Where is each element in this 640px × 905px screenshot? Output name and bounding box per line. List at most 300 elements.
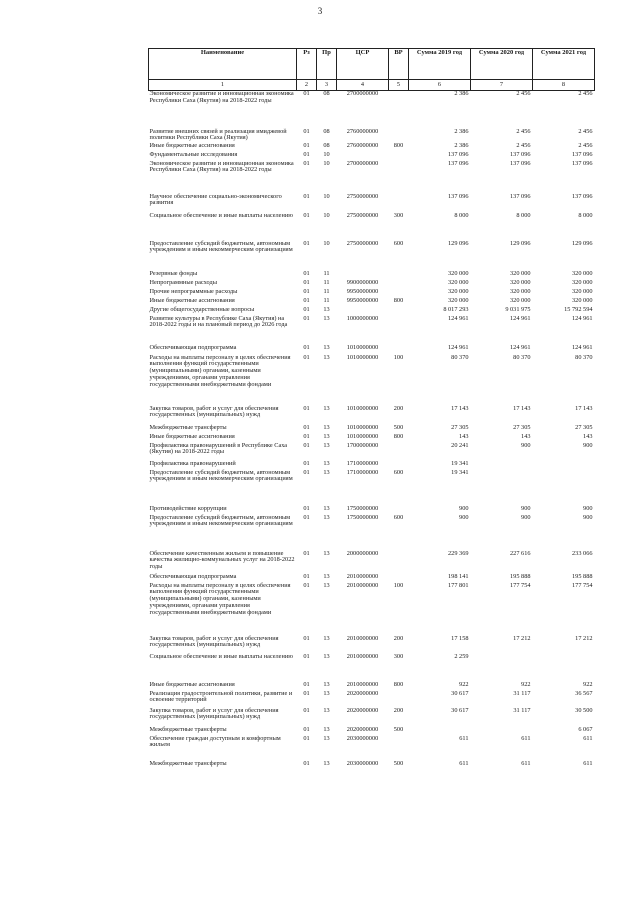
cell-vr: [389, 551, 409, 574]
cell-name: Расходы на выплаты персоналу в целях обеспечения выполнения функций государственными (муниципальными) органами, казенными учреждениями, органами управления государственными внебюджетными фондами: [149, 581, 291, 617]
cell-rz: 01: [303, 441, 310, 449]
cell-s2020: 143: [521, 432, 531, 440]
table-row: [149, 515, 595, 551]
table-row: [149, 406, 595, 425]
table-row: [149, 316, 595, 345]
cell-s2019: 2 259: [454, 652, 469, 660]
cell-s2021: 320 000: [572, 269, 593, 277]
cell-csr: 2010000000: [346, 572, 379, 580]
cell-rz: 01: [303, 634, 310, 642]
cell-csr: 1010000000: [346, 353, 379, 361]
cell-csr: 1710000000: [346, 468, 379, 476]
cell-vr: [389, 91, 409, 129]
cell-vr: 800: [393, 432, 404, 440]
cell-pr: 10: [323, 192, 330, 200]
cell-s2019: 124 961: [448, 314, 469, 322]
cell-csr: 1010000000: [346, 423, 379, 431]
cell-s2020: 2 456: [516, 127, 531, 135]
cell-name: Межбюджетные трансферты: [149, 725, 227, 733]
cell-rz: 01: [303, 734, 310, 742]
cell-s2021: 611: [583, 759, 593, 767]
cell-rz: 01: [303, 680, 310, 688]
cell-s2021: [533, 461, 595, 470]
cell-s2020: 124 961: [510, 314, 531, 322]
cell-name: Развитие внешних связей и реализация имиджевой политики Республики Саха (Якутия): [149, 127, 287, 142]
cell-csr: 9950000000: [346, 287, 379, 295]
cell-vr: 800: [393, 296, 404, 304]
cell-pr: 11: [323, 278, 330, 286]
cell-pr: 13: [323, 305, 330, 313]
cell-rz: 01: [303, 141, 310, 149]
cell-rz: 01: [303, 689, 310, 697]
cell-s2020: 17 212: [513, 634, 531, 642]
cell-name: Профилактика правонарушений: [149, 459, 236, 467]
cell-vr: [389, 194, 409, 213]
table-row: [149, 708, 595, 727]
cell-csr: 2750000000: [346, 211, 379, 219]
cell-rz: 01: [303, 581, 310, 589]
cell-s2020: 9 031 975: [505, 305, 531, 313]
cell-rz: 01: [303, 468, 310, 476]
cell-rz: 01: [303, 278, 310, 286]
cell-s2020: 320 000: [510, 296, 531, 304]
cell-rz: 01: [303, 296, 310, 304]
cell-s2021: 320 000: [572, 296, 593, 304]
column-number: 5: [389, 80, 409, 91]
cell-s2020: 195 888: [510, 572, 531, 580]
cell-name: Прочие непрограммные расходы: [149, 287, 238, 295]
cell-s2021: 137 096: [572, 150, 593, 158]
cell-pr: 11: [323, 296, 330, 304]
cell-s2020: 320 000: [510, 278, 531, 286]
cell-pr: 13: [323, 734, 330, 742]
cell-name: Экономическое развитие и инновационная экономика Республики Саха (Якутия) на 2018-2022 годы: [149, 159, 294, 174]
budget-table: [148, 48, 595, 773]
cell-pr: 08: [323, 127, 330, 135]
cell-rz: 01: [303, 459, 310, 467]
cell-s2021: 177 754: [572, 581, 593, 589]
column-number: 3: [317, 80, 337, 91]
cell-name: Обеспечивающая подпрограмма: [149, 572, 237, 580]
header-sum-2019: Сумма 2019 год: [409, 49, 471, 80]
cell-vr: [389, 443, 409, 461]
header-csr: ЦСР: [337, 49, 389, 80]
cell-s2021: 922: [583, 680, 593, 688]
cell-s2021: 15 792 594: [564, 305, 593, 313]
page-number: 3: [317, 6, 323, 16]
cell-vr: 200: [393, 404, 404, 412]
cell-s2019: 198 141: [448, 572, 469, 580]
cell-csr: 2010000000: [346, 680, 379, 688]
cell-s2019: 2 386: [454, 127, 469, 135]
cell-name: Иные бюджетные ассигнования: [149, 141, 235, 149]
cell-s2019: 320 000: [448, 287, 469, 295]
cell-s2019: 2 386: [454, 90, 469, 97]
cell-s2020: 611: [521, 759, 531, 767]
cell-pr: 13: [323, 680, 330, 688]
cell-pr: 13: [323, 404, 330, 412]
cell-csr: 1000000000: [346, 314, 379, 322]
cell-pr: 10: [323, 239, 330, 247]
cell-rz: 01: [303, 127, 310, 135]
cell-rz: 01: [303, 305, 310, 313]
cell-rz: 01: [303, 314, 310, 322]
cell-csr: 1010000000: [346, 343, 379, 351]
cell-csr: 2760000000: [346, 141, 379, 149]
cell-pr: 13: [323, 353, 330, 361]
cell-pr: 13: [323, 432, 330, 440]
cell-vr: 300: [393, 211, 404, 219]
cell-s2021: 17 143: [575, 404, 593, 412]
cell-name: Резервные фонды: [149, 269, 198, 277]
cell-name: Закупка товаров, работ и услуг для обеспечения государственных (муниципальных) нужд: [149, 706, 279, 721]
cell-rz: 01: [303, 239, 310, 247]
cell-pr: 13: [323, 468, 330, 476]
cell-rz: 01: [303, 504, 310, 512]
cell-s2021: 2 456: [578, 90, 593, 97]
cell-rz: 01: [303, 432, 310, 440]
cell-vr: 200: [393, 706, 404, 714]
cell-s2020: 8 000: [516, 211, 531, 219]
cell-s2019: 30 617: [451, 706, 469, 714]
cell-s2021: 900: [583, 504, 593, 512]
cell-csr: 2020000000: [346, 725, 379, 733]
cell-s2020: 320 000: [510, 269, 531, 277]
cell-csr: 2750000000: [346, 192, 379, 200]
table-row: [149, 654, 595, 682]
cell-s2019: 320 000: [448, 269, 469, 277]
cell-vr: [389, 152, 409, 161]
cell-vr: 100: [393, 581, 404, 589]
cell-csr: 1010000000: [346, 404, 379, 412]
table-row: [149, 583, 595, 636]
table-row: [149, 345, 595, 355]
cell-pr: 13: [323, 572, 330, 580]
cell-csr: 2000000000: [346, 549, 379, 557]
column-number: 6: [409, 80, 471, 91]
cell-s2019: 900: [459, 504, 469, 512]
cell-s2021: 124 961: [572, 343, 593, 351]
cell-vr: 500: [393, 423, 404, 431]
cell-vr: 500: [393, 725, 404, 733]
cell-pr: 13: [323, 725, 330, 733]
cell-name: Другие общегосударственные вопросы: [149, 305, 255, 313]
cell-csr: 1710000000: [346, 459, 379, 467]
cell-s2020: [471, 461, 533, 470]
column-number: 2: [297, 80, 317, 91]
cell-s2021: 6 067: [578, 725, 593, 733]
cell-csr: 9950000000: [346, 296, 379, 304]
cell-rz: 01: [303, 759, 310, 767]
cell-vr: [389, 736, 409, 761]
cell-rz: 01: [303, 652, 310, 660]
cell-name: Профилактика правонарушений в Республике Саха (Якутия) на 2018-2022 годы: [149, 441, 288, 456]
cell-name: Иные бюджетные ассигнования: [149, 432, 235, 440]
cell-pr: 13: [323, 634, 330, 642]
cell-vr: 800: [393, 680, 404, 688]
cell-rz: 01: [303, 211, 310, 219]
cell-name: Иные бюджетные ассигнования: [149, 680, 235, 688]
cell-pr: 10: [323, 150, 330, 158]
cell-s2020: 31 117: [513, 689, 531, 697]
cell-s2020: [471, 470, 533, 506]
header-rz: Рз: [297, 49, 317, 80]
table-row: [149, 194, 595, 213]
cell-s2020: 611: [521, 734, 531, 742]
table-row: [149, 691, 595, 708]
cell-rz: 01: [303, 353, 310, 361]
table-row: [149, 355, 595, 406]
cell-s2019: 17 143: [451, 404, 469, 412]
cell-s2021: 900: [583, 513, 593, 521]
cell-name: Обеспечение граждан доступным и комфортным жильем: [149, 734, 281, 749]
cell-s2021: 137 096: [572, 192, 593, 200]
cell-csr: 1750000000: [346, 504, 379, 512]
cell-s2021: 17 212: [575, 634, 593, 642]
cell-s2019: 922: [459, 680, 469, 688]
cell-vr: [389, 129, 409, 143]
cell-vr: 100: [393, 353, 404, 361]
table-row: [149, 443, 595, 461]
cell-s2021: 137 096: [572, 159, 593, 167]
cell-pr: 08: [323, 141, 330, 149]
cell-pr: 13: [323, 689, 330, 697]
cell-rz: 01: [303, 192, 310, 200]
cell-s2019: 20 241: [451, 441, 469, 449]
cell-s2021: [533, 470, 595, 506]
cell-name: Предоставление субсидий бюджетным, автономным учреждениям и иным некоммерческим организациям: [149, 239, 293, 254]
header-sum-2021: Сумма 2021 год: [533, 49, 595, 80]
cell-name: Научное обеспечение социально-экономического развития: [149, 192, 282, 207]
cell-name: Социальное обеспечение и иные выплаты населению: [149, 211, 293, 219]
cell-s2021: 2 456: [578, 141, 593, 149]
cell-s2021: 8 000: [578, 211, 593, 219]
table-row: [149, 213, 595, 241]
cell-rz: 01: [303, 423, 310, 431]
cell-name: Экономическое развитие и инновационная экономика Республики Саха (Якутия) на 2018-2022 годы: [149, 90, 294, 104]
cell-name: Закупка товаров, работ и услуг для обеспечения государственных (муниципальных) нужд: [149, 634, 279, 649]
cell-s2021: [533, 654, 595, 682]
cell-vr: 600: [393, 468, 404, 476]
cell-s2021: 320 000: [572, 287, 593, 295]
cell-s2021: 320 000: [572, 278, 593, 286]
cell-rz: 01: [303, 90, 310, 97]
table-row: [149, 736, 595, 761]
cell-s2021: 124 961: [572, 314, 593, 322]
cell-s2019: 2 386: [454, 141, 469, 149]
cell-s2020: 227 616: [510, 549, 531, 557]
cell-s2020: 124 961: [510, 343, 531, 351]
cell-rz: 01: [303, 706, 310, 714]
table-row: [149, 636, 595, 654]
cell-s2019: 30 617: [451, 689, 469, 697]
cell-s2019: 177 801: [448, 581, 469, 589]
column-number: 4: [337, 80, 389, 91]
cell-rz: 01: [303, 269, 310, 277]
cell-s2020: 129 096: [510, 239, 531, 247]
cell-rz: 01: [303, 287, 310, 295]
cell-s2021: 900: [583, 441, 593, 449]
cell-csr: 2010000000: [346, 634, 379, 642]
cell-s2021: 143: [583, 432, 593, 440]
cell-s2019: 8 000: [454, 211, 469, 219]
cell-s2019: 900: [459, 513, 469, 521]
cell-csr: 2010000000: [346, 652, 379, 660]
cell-csr: 1750000000: [346, 513, 379, 521]
column-number: 8: [533, 80, 595, 91]
cell-s2020: 177 754: [510, 581, 531, 589]
cell-name: Предоставление субсидий бюджетным, автономным учреждениям и иным некоммерческим организациям: [149, 513, 293, 528]
cell-pr: 11: [323, 269, 330, 277]
cell-csr: 2020000000: [346, 689, 379, 697]
header-pr: Пр: [317, 49, 337, 80]
cell-s2019: 137 096: [448, 150, 469, 158]
cell-s2019: 320 000: [448, 278, 469, 286]
cell-csr: 1010000000: [346, 432, 379, 440]
cell-csr: 2750000000: [346, 239, 379, 247]
cell-s2021: 36 567: [575, 689, 593, 697]
cell-s2020: 900: [521, 513, 531, 521]
cell-name: Обеспечивающая подпрограмма: [149, 343, 237, 351]
cell-s2021: 195 888: [572, 572, 593, 580]
cell-s2021: 80 370: [575, 353, 593, 361]
cell-name: Расходы на выплаты персоналу в целях обеспечения выполнения функций государственными (муниципальными) органами, казенными учреждениями, органами управления государственными внебюджетными фондами: [149, 353, 291, 389]
cell-rz: 01: [303, 404, 310, 412]
table-row: [149, 241, 595, 271]
cell-vr: 600: [393, 513, 404, 521]
cell-csr: 2700000000: [346, 90, 379, 97]
cell-s2019: 137 096: [448, 192, 469, 200]
header-row: [149, 49, 595, 80]
cell-pr: 13: [323, 459, 330, 467]
cell-pr: 13: [323, 706, 330, 714]
cell-pr: 13: [323, 504, 330, 512]
cell-name: Социальное обеспечение и иные выплаты населению: [149, 652, 293, 660]
table-row: [149, 761, 595, 773]
cell-pr: 13: [323, 513, 330, 521]
cell-s2019: 124 961: [448, 343, 469, 351]
header-sum-2020: Сумма 2020 год: [471, 49, 533, 80]
cell-s2021: 129 096: [572, 239, 593, 247]
cell-s2021: 2 456: [578, 127, 593, 135]
cell-pr: 13: [323, 423, 330, 431]
cell-vr: [389, 316, 409, 345]
cell-name: Иные бюджетные ассигнования: [149, 296, 235, 304]
header-vr: ВР: [389, 49, 409, 80]
cell-s2019: 19 341: [451, 459, 469, 467]
cell-s2019: 80 370: [451, 353, 469, 361]
cell-vr: [389, 307, 409, 316]
table-row: [149, 91, 595, 129]
cell-csr: 2030000000: [346, 734, 379, 742]
cell-s2019: 143: [459, 432, 469, 440]
cell-s2020: 2 456: [516, 90, 531, 97]
cell-pr: 13: [323, 549, 330, 557]
cell-vr: 200: [393, 634, 404, 642]
cell-s2020: 27 305: [513, 423, 531, 431]
cell-vr: [389, 271, 409, 280]
cell-vr: [389, 280, 409, 289]
cell-s2019: 320 000: [448, 296, 469, 304]
cell-s2020: 137 096: [510, 150, 531, 158]
table-row: [149, 129, 595, 143]
cell-pr: 13: [323, 314, 330, 322]
cell-pr: 13: [323, 759, 330, 767]
cell-s2019: 27 305: [451, 423, 469, 431]
cell-s2020: 137 096: [510, 159, 531, 167]
cell-csr: 2020000000: [346, 706, 379, 714]
cell-vr: 800: [393, 141, 404, 149]
cell-vr: 300: [393, 652, 404, 660]
cell-pr: 13: [323, 441, 330, 449]
cell-csr: 2760000000: [346, 127, 379, 135]
cell-pr: 13: [323, 652, 330, 660]
cell-s2019: 17 158: [451, 634, 469, 642]
table-body: [149, 91, 595, 773]
header-name: Наименование: [149, 49, 297, 80]
cell-rz: 01: [303, 513, 310, 521]
cell-s2020: 900: [521, 504, 531, 512]
table-row: [149, 551, 595, 574]
cell-name: Противодействие коррупции: [149, 504, 227, 512]
cell-s2020: [471, 654, 533, 682]
column-number: 7: [471, 80, 533, 91]
cell-s2019: 137 096: [448, 159, 469, 167]
cell-name: Межбюджетные трансферты: [149, 759, 227, 767]
cell-vr: 600: [393, 239, 404, 247]
cell-name: Межбюджетные трансферты: [149, 423, 227, 431]
cell-s2020: 2 456: [516, 141, 531, 149]
cell-pr: 13: [323, 343, 330, 351]
column-number-row: [149, 80, 595, 91]
cell-rz: 01: [303, 572, 310, 580]
cell-rz: 01: [303, 159, 310, 167]
cell-name: Обеспечение качественным жильем и повышение качества жилищно-коммунальных услуг на 2018-2022 годы: [149, 549, 295, 571]
cell-s2019: 129 096: [448, 239, 469, 247]
cell-s2020: 17 143: [513, 404, 531, 412]
cell-s2020: 31 117: [513, 706, 531, 714]
cell-s2020: 320 000: [510, 287, 531, 295]
cell-s2019: 611: [459, 759, 469, 767]
cell-vr: 500: [393, 759, 404, 767]
cell-vr: [389, 161, 409, 194]
cell-s2019: 611: [459, 734, 469, 742]
cell-rz: 01: [303, 549, 310, 557]
cell-csr: 2700000000: [346, 159, 379, 167]
cell-s2021: 30 500: [575, 706, 593, 714]
cell-name: Развитие культуры в Республике Саха (Якутия) на 2018-2022 годы и на плановый период до 2026 года: [149, 314, 288, 329]
cell-csr: 2010000000: [346, 581, 379, 589]
cell-s2020: 922: [521, 680, 531, 688]
cell-pr: 10: [323, 159, 330, 167]
cell-csr: 2030000000: [346, 759, 379, 767]
cell-pr: 08: [323, 90, 330, 97]
cell-s2019: 229 369: [448, 549, 469, 557]
cell-s2019: 19 341: [451, 468, 469, 476]
cell-name: Закупка товаров, работ и услуг для обеспечения государственных (муниципальных) нужд: [149, 404, 279, 419]
cell-s2021: 611: [583, 734, 593, 742]
cell-name: Предоставление субсидий бюджетным, автономным учреждениям и иным некоммерческим организациям: [149, 468, 293, 483]
cell-name: Реализация градостроительной политики, развитие и освоение территорий: [149, 689, 293, 704]
table-row: [149, 161, 595, 194]
cell-rz: 01: [303, 725, 310, 733]
cell-csr: 9900000000: [346, 278, 379, 286]
column-number: 1: [149, 80, 297, 91]
table-row: [149, 470, 595, 506]
cell-vr: [389, 691, 409, 708]
cell-s2020: 900: [521, 441, 531, 449]
cell-rz: 01: [303, 150, 310, 158]
